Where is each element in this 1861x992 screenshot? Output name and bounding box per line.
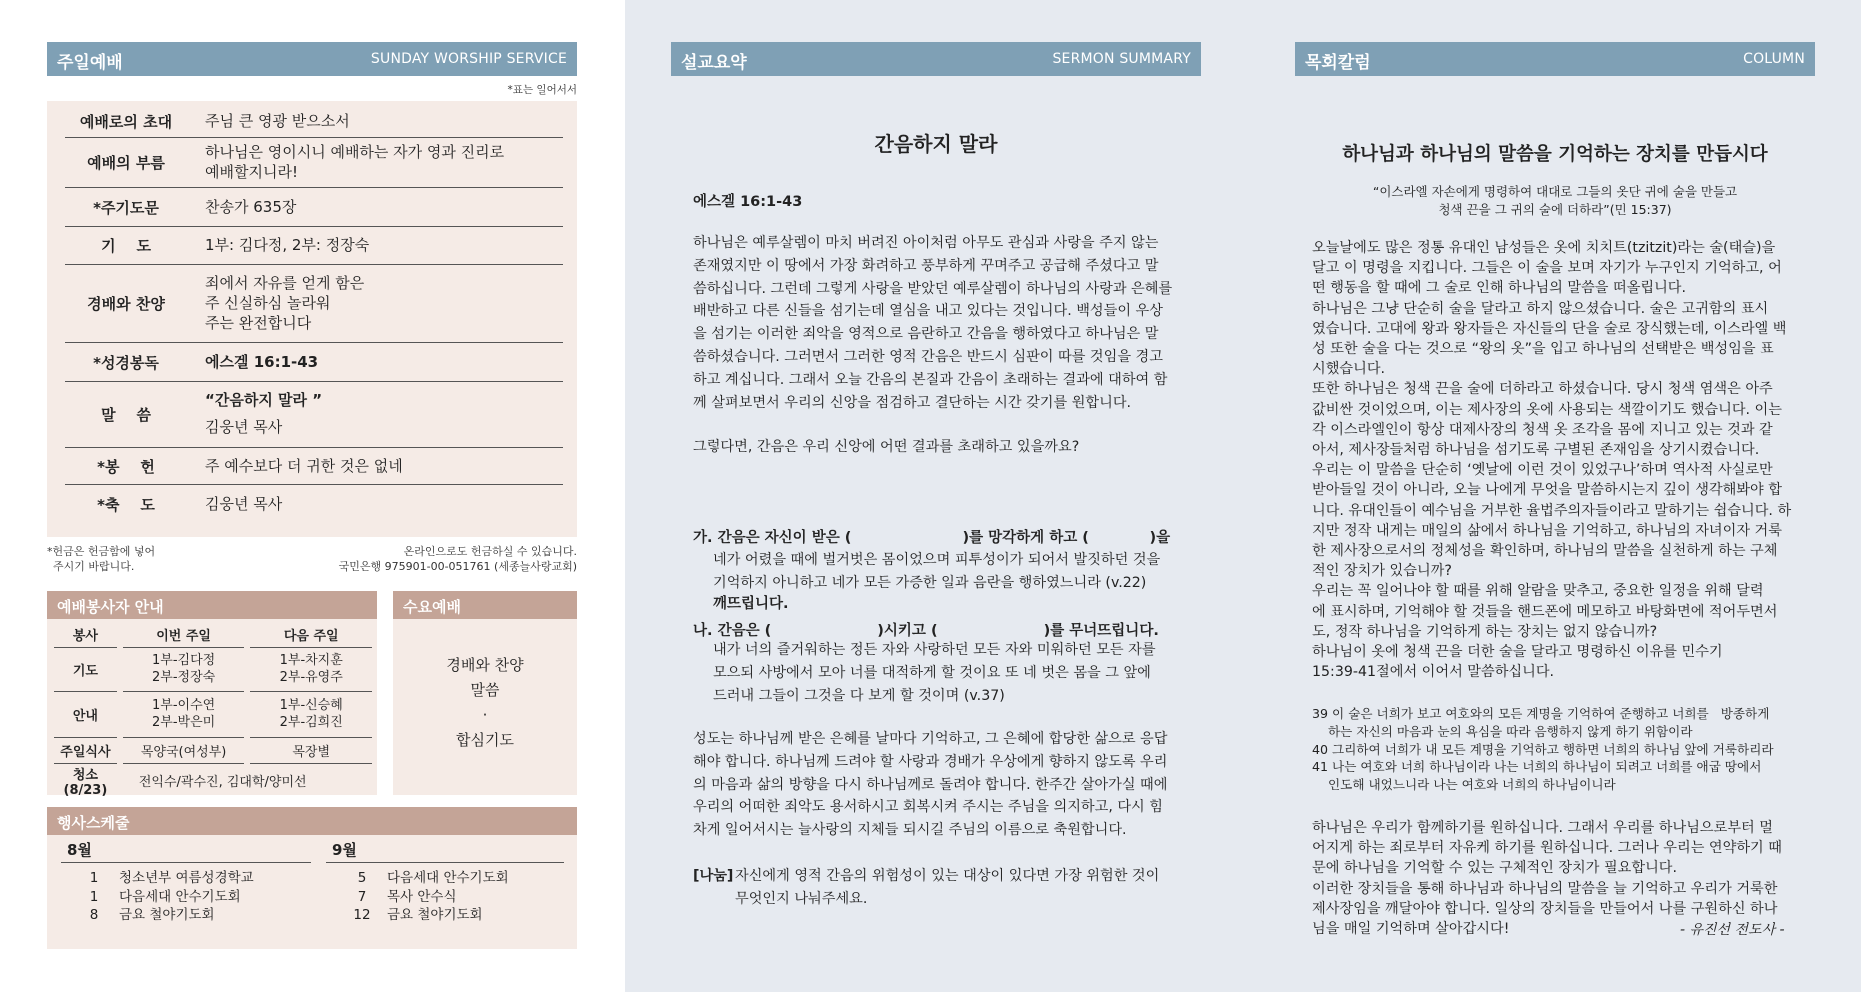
order-row [65,226,563,265]
order-label: *봉 헌 [97,458,155,476]
point-a-line2: 깨뜨립니다. [713,596,789,612]
volunteer-box [47,619,377,798]
order-label: 기 도 [101,237,151,255]
events-month-aug: 8월 [67,841,92,859]
order-value [205,142,504,182]
volunteer-header [47,591,377,619]
order-value-line: 하나님은 영이시니 예배하는 자가 영과 진리로 [205,143,505,161]
event-item: 5 다음세대 안수기도회 [357,870,509,886]
vol-person: 2부-유영주 [279,670,343,685]
wednesday-item: 경배와 찬양 [446,656,524,674]
events-header [47,807,577,835]
vol-row-meal [54,737,372,763]
share-label: [나눔] [693,868,734,884]
sermon-verse-b: 내가 너의 즐거워하는 정든 자와 사랑하던 모든 자와 미워하던 모든 자를 모으되 사방에서 모아 너를 대적하게 할 것이요 또 네 벗은 몸을 그 앞에 드러내 그들이 그것을 다 보게 할 것이며 (v.37) [713,642,1156,704]
column-header [1295,42,1815,76]
order-value-line: 예배할지니라! [205,163,298,181]
column-title: 하나님과 하나님의 말씀을 기억하는 장치를 만듭시다 [1342,144,1768,165]
column-header-en: COLUMN [1743,51,1805,67]
order-value-line: 주님 큰 영광 받으소서 [205,112,350,130]
order-label: 말 씀 [101,406,151,424]
vol-person: 목양국(여성부) [123,737,245,763]
order-value-line: 김웅년 목사 [205,495,283,513]
order-value-line: 주 신실하심 놀라워 [205,294,331,312]
volunteer-table [54,623,372,798]
event-item: 1 청소년부 여름성경학교 [89,870,254,886]
vol-col-this: 이번 주일 [156,629,211,645]
vol-role: 안내 [54,691,117,737]
sermon-title: 간음하지 말라 [874,132,998,156]
stand-note: *표는 일어서서 [507,84,577,96]
vol-person: 1부-차지훈 [279,653,343,668]
order-value-line: 죄에서 자유를 얻게 함은 [205,274,365,292]
order-value [205,494,282,514]
offering-note-line2: 주시기 바랍니다. [53,560,135,573]
order-row [65,264,563,343]
sermon-header-ko: 설교요약 [681,53,747,73]
vol-role: 기도 [54,647,117,691]
order-row [65,484,563,524]
event-item: 7 목사 안수식 [357,888,457,905]
event-item: 1 다음세대 안수기도회 [89,888,241,905]
order-value [205,456,403,476]
order-label: *주기도문 [93,199,159,217]
wednesday-header-label: 수요예배 [403,598,461,616]
events-month-sep: 9월 [332,841,357,859]
worship-header [47,42,577,76]
sermon-conclusion: 성도는 하나님께 받은 은혜를 날마다 기억하고, 그 은혜에 합당한 삶으로 응답 해야 합니다. 하나님께 드려야 할 사랑과 경배가 우상에게 향하지 않도록 우리 의 마음과 삶의 방향을 다시 하나님께로 돌려야 합니다. 한주간 살아가실 때에 우리의 어떠한 죄악도 용서하시고 회복시켜 주시는 주님을 의지하고, 다시 힘 차게 일어서시는 늘사랑의 지체들 되시길 주님의 이름으로 축원합니다. [693,731,1168,839]
vol-person: 목장별 [250,737,372,763]
event-item: 8 금요 철야기도회 [89,907,215,923]
events-header-label: 행사스케줄 [57,814,130,832]
events-list-aug [69,869,254,925]
order-row [65,137,563,188]
sermon-intro: 하나님은 예루살렘이 마치 버려진 아이처럼 아무도 관심과 사랑을 주지 않는 존재였지만 이 땅에서 가장 화려하고 풍부하게 꾸며주고 공급해 주셨다고 말 씀하십니다. 그런데 그렇게 사랑을 받았던 예루살렘이 하나님의 사랑과 은혜를 배반하고 다른 신들을 섬기는데 열심을 내고 있다는 것입니다. 백성들이 우상 을 섬기는 이러한 죄악을 영적으로 음란하고 간음을 행하였다고 하나님은 말 씀하셨습니다. 그러면서 그러한 영적 간음은 반드시 심판이 따를 것임을 경고 하고 계십니다. 그래서 오늘 간음의 본질과 간음이 초래하는 결과에 대하여 함 께 살펴보면서 우리의 신앙을 점검하고 결단하는 시간 갖기를 원합니다. [693,235,1173,411]
online-note-line2: 국민은행 975901-00-051761 (세종늘사랑교회) [338,560,577,573]
sermon-point-b: 나. 간음은 ( )시키고 ( )를 무너뜨립니다. [693,623,1159,639]
events-divider [326,862,564,863]
vol-row-prayer [54,647,372,691]
vol-person: 1부-신승혜 [279,698,343,713]
worship-header-ko: 주일예배 [57,53,123,73]
order-value-line: 주 예수보다 더 귀한 것은 없네 [205,457,403,475]
wednesday-item: · [482,706,488,724]
online-offering-note [339,544,577,574]
order-label: 예배의 부름 [87,154,165,172]
order-value-line: 주는 완전합니다 [205,314,312,332]
order-label: 경배와 찬양 [87,295,165,313]
sermon-header-en: SERMON SUMMARY [1052,51,1191,67]
column-body: 오늘날에도 많은 정통 유대인 남성들은 옷에 치치트(tzitzit)라는 술(태슬)을 달고 이 명령을 지킵니다. 그들은 이 술을 보며 자기가 누구인지 기억하고, 어 떤 행동을 할 때에 그 술로 인해 하나님의 말씀을 떠올립니다. 하나님은 그냥 단순히 술을 달라고 하지 않으셨습니다. 술은 고귀함의 표시 였습니다. 고대에 왕과 왕자들은 자신들의 단을 술로 장식했는데, 이스라엘 백 성 또한 술을 다는 것으로 “왕의 옷”을 입고 하나님의 선택받은 백성임을 표 시했습니다. 또한 하나님은 청색 끈을 술에 더하라고 하셨습니다. 당시 청색 염색은 아주 값비싼 것이었으며, 이는 제사장의 옷에 사용되는 색깔이기도 했습니다. 이는 각 이스라엘인이 항상 대제사장의 청색 옷 조각을 몸에 지니고 있는 것과 같 아서, 제사장들처럼 하나님을 섬기도록 구별된 존재임을 상기시켰습니다. 우리는 이 말씀을 단순히 ‘옛날에 이런 것이 있었구나’하며 역사적 사실로만 받아들일 것이 아니라, 오늘 나에게 무엇을 말씀하시는지 깊이 생각해봐야 합 니다. 유대인들이 예수님을 거부한 율법주의자들이라고 말하기는 쉽습니다. 하 지만 정작 내게는 매일의 삶에서 하나님을 기억하고, 하나님의 자녀이자 거룩 한 제사장으로서의 정체성을 확인하며, 하나님의 말씀을 실천하게 하는 구체 적인 장치가 있습니까? 우리는 꼭 일어나야 할 때를 위해 알람을 맞추고, 중요한 일정을 위해 달력 에 표시하며, 기억해야 할 것들을 핸드폰에 메모하고 바탕화면에 적어두면서 도, 정작 하나님을 기억하게 하는 장치는 없지 않습니까? 하나님이 옷에 청색 끈을 더한 술을 달라고 명령하신 이유를 민수기 15:39-41절에서 이어서 말씀하십니다. [1312,240,1792,681]
column-quote: “이스라엘 자손에게 명령하여 대대로 그들의 옷단 귀에 술을 만들고 청색 끈을 그 귀의 술에 더하라”(민 15:37) [1372,184,1738,217]
order-value-line: “간음하지 말라 ” [205,391,323,409]
order-row [65,105,563,138]
vol-person: 1부-김다정 [152,653,216,668]
order-value [205,111,350,131]
events-list-sep [337,869,509,925]
order-value-line: 에스겔 16:1-43 [205,353,319,371]
order-value-line: 김웅년 목사 [205,418,283,436]
point-a-line1: 가. 간음은 자신이 받은 ( )를 망각하게 하고 ( )을 [693,530,1171,546]
column-header-ko: 목회칼럼 [1305,53,1371,73]
order-value [205,197,296,217]
cleaning-value: 전익수/곽수진, 김대학/양미선 [138,775,307,790]
order-label: *성경봉독 [93,354,159,372]
order-label: *축 도 [97,496,155,514]
order-row [65,381,563,448]
wednesday-item: 합심기도 [456,731,514,749]
vol-person: 2부-김희진 [279,715,343,730]
order-value [205,387,322,441]
share-text: 자신에게 영적 간음의 위험성이 있는 대상이 있다면 가장 위험한 것이 무엇인지 나눠주세요. [735,868,1160,907]
order-value-line: 찬송가 635장 [205,198,297,216]
online-note-line1: 온라인으로도 헌금하실 수 있습니다. [403,545,577,558]
vol-row-cleaning [54,763,372,798]
wednesday-item: 말씀 [470,681,500,699]
order-of-service [47,101,577,537]
worship-header-en: SUNDAY WORSHIP SERVICE [370,51,567,67]
order-value [205,235,369,255]
vol-row-usher [54,691,372,737]
wednesday-box [393,619,577,795]
sermon-verse-a: 네가 어렸을 때에 벌거벗은 몸이었으며 피투성이가 되어서 발짓하던 것을 기억하지 아니하고 네가 모든 가증한 일과 음란을 행하였느니라 (v.22) [713,552,1161,591]
vol-person: 2부-정장숙 [152,670,216,685]
vol-person: 2부-박은미 [152,715,216,730]
event-item: 12 금요 철야기도회 [353,907,483,923]
order-value [205,273,364,333]
order-row [65,187,563,227]
wednesday-items [393,653,577,753]
column-signature: - 유진선 전도사 - [1680,922,1785,938]
events-divider [61,862,311,863]
vol-person: 1부-이수연 [152,698,216,713]
sermon-question: 그렇다면, 간음은 우리 신앙에 어떤 결과를 초래하고 있을까요? [693,439,1080,455]
order-value-line: 1부: 김다정, 2부: 정장숙 [205,236,370,254]
vol-role: 주일식사 [54,737,117,763]
column-ending: 하나님은 우리가 함께하기를 원하십니다. 그래서 우리를 하나님으로부터 멀 어지게 하는 죄로부터 자유케 하기를 원하십니다. 그러나 우리는 연약하기 때 문에 하나님을 기억할 수 있는 구체적인 장치가 필요합니다. 이러한 장치들을 통해 하나님과 하나님의 말씀을 늘 기억하고 우리가 거룩한 제사장임을 깨달아야 합니다. 일상의 장치들을 만들어서 나를 구원하신 하나 님을 매일 기억하며 살아갑시다! [1312,820,1782,938]
wednesday-header [393,591,577,619]
column-verses: 39 이 술은 너희가 보고 여호와의 모든 계명을 기억하여 준행하고 너희를 방종하게 하는 자신의 마음과 눈의 욕심을 따라 음행하지 않게 하기 위함이라 40 그리하여 너희가 내 모든 계명을 기억하고 행하면 너희의 하나님 앞에 거룩하리라 41 나는 여호와 너희 하나님이라 나는 너희의 하나님이 되려고 너희를 애굽 땅에서 인도해 내었느니라 나는 여호와 너희의 하나님이니라 [1312,706,1774,793]
vol-col-role: 봉사 [72,629,98,645]
sermon-header [671,42,1201,76]
cleaning-label: 청소(8/23) [63,767,108,798]
offering-note [47,544,155,574]
events-box [47,835,577,949]
order-label: 예배로의 초대 [79,113,173,131]
order-row [65,342,563,382]
order-row [65,447,563,485]
volunteer-header-label: 예배봉사자 안내 [57,598,164,616]
offering-note-line1: *헌금은 헌금함에 넣어 [47,545,156,558]
sermon-passage: 에스겔 16:1-43 [693,194,803,210]
vol-col-next: 다음 주일 [283,629,339,645]
order-value [205,352,318,372]
